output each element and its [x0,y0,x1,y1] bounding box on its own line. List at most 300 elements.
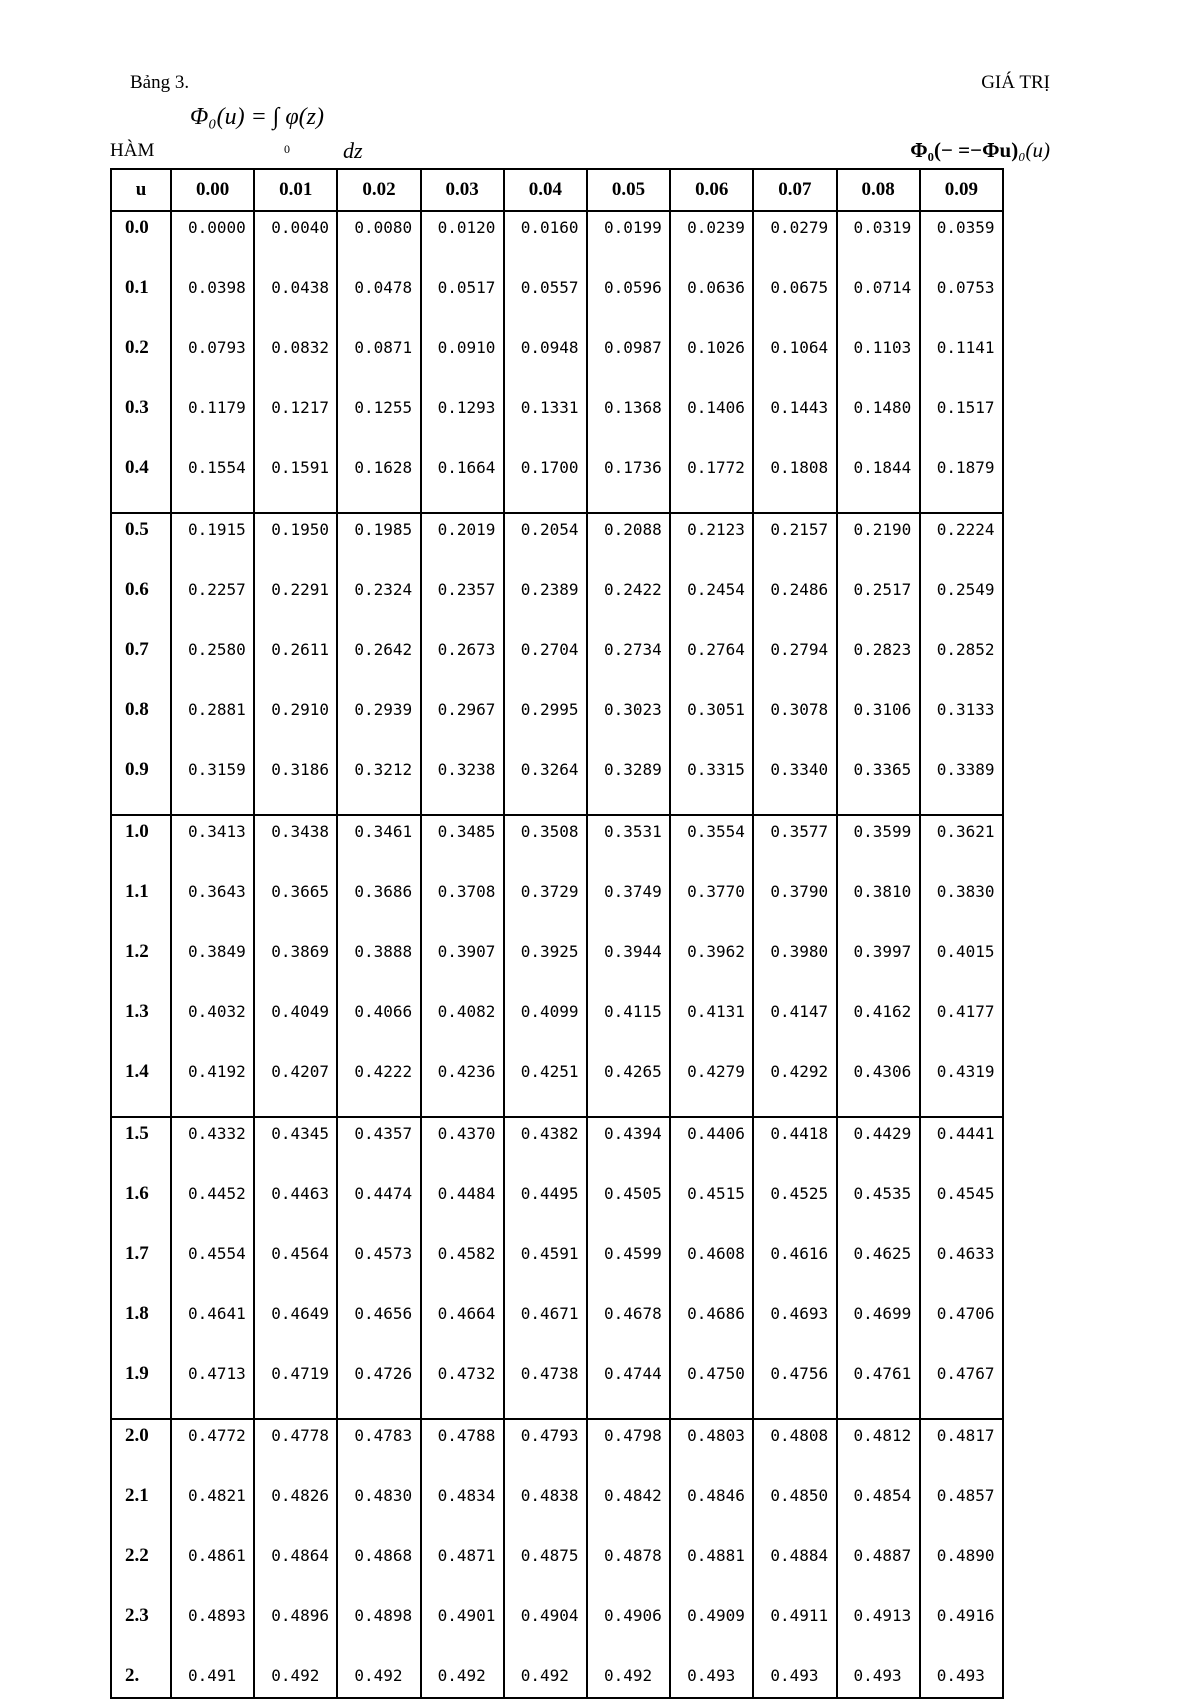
table-caption: Bảng 3. [130,72,190,93]
table-cell: 0.1844 [837,452,920,513]
table-cell: 0.4192 [171,1056,254,1117]
table-cell: 0.4345 [254,1117,337,1178]
table-cell: 0.0832 [254,332,337,392]
table-cell: 0.492 [587,1660,670,1698]
table-row [111,1056,1003,1117]
table-cell: 0.2291 [254,574,337,634]
table-cell: 0.4251 [504,1056,587,1117]
table-cell: 0.4884 [753,1540,836,1600]
table-cell: 0.4505 [587,1178,670,1238]
table-cell: 0.1064 [753,332,836,392]
table-cell: 0.4868 [337,1540,420,1600]
table-cell: 0.4357 [337,1117,420,1178]
table-cell: 0.4564 [254,1238,337,1298]
table-cell: 0.4332 [171,1117,254,1178]
row-label-u: 1.5 [111,1117,171,1178]
table-cell: 0.3888 [337,936,420,996]
table-cell: 0.1772 [670,452,753,513]
table-cell: 0.1879 [920,452,1003,513]
row-label-u: 0.1 [111,272,171,332]
table-cell: 0.2549 [920,574,1003,634]
table-cell: 0.4875 [504,1540,587,1600]
table-cell: 0.3212 [337,754,420,815]
table-cell: 0.2611 [254,634,337,694]
row-label-u: 0.0 [111,211,171,272]
table-header-row [111,169,1003,211]
table-row [111,1238,1003,1298]
table-cell: 0.4893 [171,1600,254,1660]
table-cell: 0.3577 [753,815,836,876]
table-cell: 0.4756 [753,1358,836,1419]
table-cell: 0.4049 [254,996,337,1056]
table-cell: 0.4850 [753,1480,836,1540]
formula-symmetry [910,138,1050,163]
table-cell: 0.0871 [337,332,420,392]
table-cell: 0.4750 [670,1358,753,1419]
table-cell: 0.3686 [337,876,420,936]
table-cell: 0.3997 [837,936,920,996]
table-cell: 0.4616 [753,1238,836,1298]
table-cell: 0.1026 [670,332,753,392]
table-cell: 0.4554 [171,1238,254,1298]
row-label-u: 2.0 [111,1419,171,1480]
table-row [111,936,1003,996]
table-cell: 0.4515 [670,1178,753,1238]
table-cell: 0.4441 [920,1117,1003,1178]
table-cell: 0.2995 [504,694,587,754]
table-cell: 0.1255 [337,392,420,452]
row-label-u: 1.3 [111,996,171,1056]
table-cell: 0.3621 [920,815,1003,876]
table-row [111,876,1003,936]
table-cell: 0.4878 [587,1540,670,1600]
table-cell: 0.4887 [837,1540,920,1600]
table-cell: 0.4633 [920,1238,1003,1298]
table-cell: 0.493 [753,1660,836,1698]
table-cell: 0.4625 [837,1238,920,1298]
table-cell: 0.4783 [337,1419,420,1480]
table-cell: 0.0000 [171,211,254,272]
table-cell: 0.2642 [337,634,420,694]
table-cell: 0.4147 [753,996,836,1056]
table-cell: 0.4846 [670,1480,753,1540]
table-cell: 0.4279 [670,1056,753,1117]
row-label-u: 0.4 [111,452,171,513]
table-cell: 0.4641 [171,1298,254,1358]
table-cell: 0.0793 [171,332,254,392]
table-cell: 0.3438 [254,815,337,876]
table-cell: 0.3531 [587,815,670,876]
table-cell: 0.4896 [254,1600,337,1660]
table-cell: 0.4798 [587,1419,670,1480]
table-cell: 0.2224 [920,513,1003,574]
table-cell: 0.2454 [670,574,753,634]
table-cell: 0.0557 [504,272,587,332]
table-cell: 0.4767 [920,1358,1003,1419]
table-row [111,694,1003,754]
table-cell: 0.0199 [587,211,670,272]
table-cell: 0.4901 [421,1600,504,1660]
table-cell: 0.4591 [504,1238,587,1298]
table-cell: 0.4678 [587,1298,670,1358]
table-cell: 0.493 [837,1660,920,1698]
table-cell: 0.3849 [171,936,254,996]
table-cell: 0.4732 [421,1358,504,1419]
table-cell: 0.4649 [254,1298,337,1358]
table-cell: 0.4452 [171,1178,254,1238]
table-cell: 0.3485 [421,815,504,876]
table-cell: 0.0359 [920,211,1003,272]
table-cell: 0.4162 [837,996,920,1056]
table-cell: 0.3413 [171,815,254,876]
table-cell: 0.0040 [254,211,337,272]
function-label: HÀM [110,140,155,161]
table-cell: 0.4909 [670,1600,753,1660]
table-cell: 0.4864 [254,1540,337,1600]
table-cell: 0.0398 [171,272,254,332]
table-cell: 0.3051 [670,694,753,754]
table-cell: 0.4808 [753,1419,836,1480]
table-cell: 0.4906 [587,1600,670,1660]
table-cell: 0.4803 [670,1419,753,1480]
table-cell: 0.492 [421,1660,504,1698]
table-cell: 0.1293 [421,392,504,452]
table-cell: 0.3508 [504,815,587,876]
table-cell: 0.4394 [587,1117,670,1178]
row-label-u: 1.7 [111,1238,171,1298]
table-cell: 0.3186 [254,754,337,815]
table-cell: 0.4236 [421,1056,504,1117]
table-cell: 0.1103 [837,332,920,392]
table-cell: 0.3365 [837,754,920,815]
table-cell: 0.0948 [504,332,587,392]
table-cell: 0.4066 [337,996,420,1056]
table-cell: 0.4793 [504,1419,587,1480]
row-label-u: 0.8 [111,694,171,754]
table-cell: 0.3907 [421,936,504,996]
table-cell: 0.0714 [837,272,920,332]
table-cell: 0.0478 [337,272,420,332]
header-right-label: GIÁ TRỊ [981,72,1050,93]
table-cell: 0.4535 [837,1178,920,1238]
table-cell: 0.4738 [504,1358,587,1419]
table-cell: 0.492 [254,1660,337,1698]
table-cell: 0.2088 [587,513,670,574]
table-cell: 0.4857 [920,1480,1003,1540]
table-cell: 0.4265 [587,1056,670,1117]
table-row [111,1178,1003,1238]
table-cell: 0.493 [670,1660,753,1698]
table-cell: 0.4904 [504,1600,587,1660]
table-cell: 0.4854 [837,1480,920,1540]
table-cell: 0.3599 [837,815,920,876]
column-header: 0.08 [837,169,920,211]
column-header: 0.09 [920,169,1003,211]
table-cell: 0.3389 [920,754,1003,815]
column-header: 0.00 [171,169,254,211]
table-cell: 0.2054 [504,513,587,574]
column-header: 0.07 [753,169,836,211]
table-cell: 0.4292 [753,1056,836,1117]
table-cell: 0.4693 [753,1298,836,1358]
column-header: 0.03 [421,169,504,211]
row-label-u: 2.1 [111,1480,171,1540]
table-cell: 0.1664 [421,452,504,513]
table-row [111,634,1003,694]
table-cell: 0.4834 [421,1480,504,1540]
table-cell: 0.4761 [837,1358,920,1419]
column-header: 0.04 [504,169,587,211]
table-cell: 0.4871 [421,1540,504,1600]
table-cell: 0.493 [920,1660,1003,1698]
table-cell: 0.4484 [421,1178,504,1238]
table-cell: 0.2517 [837,574,920,634]
table-cell: 0.4744 [587,1358,670,1419]
table-cell: 0.3643 [171,876,254,936]
table-cell: 0.3264 [504,754,587,815]
table-row [111,1480,1003,1540]
table-cell: 0.4608 [670,1238,753,1298]
table-cell: 0.2967 [421,694,504,754]
table-cell: 0.4525 [753,1178,836,1238]
table-cell: 0.4861 [171,1540,254,1600]
table-cell: 0.2257 [171,574,254,634]
table-cell: 0.4719 [254,1358,337,1419]
formula-dz: dz [343,138,363,163]
table-cell: 0.4429 [837,1117,920,1178]
table-row [111,513,1003,574]
table-cell: 0.2190 [837,513,920,574]
table-cell: 0.3340 [753,754,836,815]
table-cell: 0.2019 [421,513,504,574]
table-cell: 0.492 [504,1660,587,1698]
table-cell: 0.2486 [753,574,836,634]
table-cell: 0.2157 [753,513,836,574]
table-cell: 0.2704 [504,634,587,694]
row-label-u: 0.2 [111,332,171,392]
table-cell: 0.3830 [920,876,1003,936]
row-label-u: 1.2 [111,936,171,996]
table-cell: 0.0279 [753,211,836,272]
table-cell: 0.3770 [670,876,753,936]
table-cell: 0.3944 [587,936,670,996]
table-cell: 0.4772 [171,1419,254,1480]
table-cell: 0.0239 [670,211,753,272]
table-cell: 0.4406 [670,1117,753,1178]
table-cell: 0.4115 [587,996,670,1056]
table-cell: 0.4916 [920,1600,1003,1660]
row-label-u: 2. [111,1660,171,1698]
table-cell: 0.4474 [337,1178,420,1238]
table-cell: 0.1331 [504,392,587,452]
table-cell: 0.4656 [337,1298,420,1358]
table-cell: 0.4015 [920,936,1003,996]
row-label-u: 1.8 [111,1298,171,1358]
table-cell: 0.0596 [587,272,670,332]
table-body [111,211,1003,1698]
table-row [111,1660,1003,1698]
table-cell: 0.2881 [171,694,254,754]
table-cell: 0.3238 [421,754,504,815]
row-label-u: 1.4 [111,1056,171,1117]
table-cell: 0.1985 [337,513,420,574]
table-cell: 0.0120 [421,211,504,272]
table-cell: 0.2389 [504,574,587,634]
row-label-u: 2.3 [111,1600,171,1660]
row-label-u: 2.2 [111,1540,171,1600]
table-cell: 0.3790 [753,876,836,936]
table-cell: 0.4545 [920,1178,1003,1238]
table-row [111,1358,1003,1419]
row-label-u: 0.6 [111,574,171,634]
table-cell: 0.1628 [337,452,420,513]
formula-symmetry-main: Φ₀(− =−Φu) [910,138,1019,162]
table-row [111,1117,1003,1178]
table-cell: 0.4911 [753,1600,836,1660]
table-cell: 0.4830 [337,1480,420,1540]
table-cell: 0.4495 [504,1178,587,1238]
row-label-u: 1.6 [111,1178,171,1238]
values-table [110,168,1004,1699]
table-cell: 0.4842 [587,1480,670,1540]
table-cell: 0.4898 [337,1600,420,1660]
table-cell: 0.3708 [421,876,504,936]
table-cell: 0.4573 [337,1238,420,1298]
table-cell: 0.2422 [587,574,670,634]
table-cell: 0.3962 [670,936,753,996]
table-cell: 0.492 [337,1660,420,1698]
table-cell: 0.2123 [670,513,753,574]
column-header: 0.01 [254,169,337,211]
table-cell: 0.2910 [254,694,337,754]
table-cell: 0.4826 [254,1480,337,1540]
table-cell: 0.1480 [837,392,920,452]
table-cell: 0.4222 [337,1056,420,1117]
table-cell: 0.0160 [504,211,587,272]
table-cell: 0.4890 [920,1540,1003,1600]
table-cell: 0.1591 [254,452,337,513]
table-cell: 0.4306 [837,1056,920,1117]
table-row [111,754,1003,815]
table-cell: 0.4370 [421,1117,504,1178]
table-cell: 0.4788 [421,1419,504,1480]
table-cell: 0.0438 [254,272,337,332]
table-cell: 0.4671 [504,1298,587,1358]
table-cell: 0.3980 [753,936,836,996]
table-cell: 0.1406 [670,392,753,452]
table-cell: 0.1700 [504,452,587,513]
row-label-u: 1.1 [111,876,171,936]
table-cell: 0.3078 [753,694,836,754]
table-cell: 0.0319 [837,211,920,272]
table-cell: 0.4082 [421,996,504,1056]
table-cell: 0.4706 [920,1298,1003,1358]
table-cell: 0.3289 [587,754,670,815]
row-label-u: 0.9 [111,754,171,815]
table-cell: 0.0080 [337,211,420,272]
table-row [111,996,1003,1056]
row-label-u: 0.3 [111,392,171,452]
table-cell: 0.1217 [254,392,337,452]
table-cell: 0.1950 [254,513,337,574]
table-cell: 0.4686 [670,1298,753,1358]
row-label-u: 1.0 [111,815,171,876]
table-cell: 0.4032 [171,996,254,1056]
table-cell: 0.4382 [504,1117,587,1178]
table-cell: 0.4817 [920,1419,1003,1480]
table-cell: 0.4778 [254,1419,337,1480]
table-cell: 0.1517 [920,392,1003,452]
table-cell: 0.2852 [920,634,1003,694]
table-cell: 0.0636 [670,272,753,332]
table-cell: 0.1554 [171,452,254,513]
table-cell: 0.4582 [421,1238,504,1298]
column-header: 0.06 [670,169,753,211]
table-cell: 0.4207 [254,1056,337,1117]
table-cell: 0.2673 [421,634,504,694]
table-cell: 0.2939 [337,694,420,754]
table-cell: 0.0987 [587,332,670,392]
table-cell: 0.2823 [837,634,920,694]
table-cell: 0.4664 [421,1298,504,1358]
column-header: 0.02 [337,169,420,211]
table-cell: 0.4463 [254,1178,337,1238]
table-cell: 0.3159 [171,754,254,815]
table-cell: 0.0753 [920,272,1003,332]
table-cell: 0.4177 [920,996,1003,1056]
table-cell: 0.4713 [171,1358,254,1419]
table-row [111,332,1003,392]
table-cell: 0.3554 [670,815,753,876]
table-cell: 0.3023 [587,694,670,754]
table-cell: 0.2734 [587,634,670,694]
table-cell: 0.3133 [920,694,1003,754]
table-row [111,815,1003,876]
table-cell: 0.4913 [837,1600,920,1660]
table-cell: 0.3729 [504,876,587,936]
table-row [111,211,1003,272]
table-cell: 0.3106 [837,694,920,754]
table-row [111,1298,1003,1358]
table-cell: 0.2794 [753,634,836,694]
table-cell: 0.1808 [753,452,836,513]
column-header-u: u [111,169,171,211]
table-cell: 0.2764 [670,634,753,694]
table-cell: 0.3315 [670,754,753,815]
table-cell: 0.4812 [837,1419,920,1480]
table-row [111,1600,1003,1660]
table-cell: 0.4726 [337,1358,420,1419]
table-cell: 0.4881 [670,1540,753,1600]
table-cell: 0.3810 [837,876,920,936]
table-cell: 0.3665 [254,876,337,936]
table-cell: 0.4838 [504,1480,587,1540]
table-row [111,574,1003,634]
table-cell: 0.1141 [920,332,1003,392]
table-cell: 0.2580 [171,634,254,694]
table-row [111,272,1003,332]
formula-phi0: Φ₀(u) = ∫ φ(z) [190,104,324,130]
table-cell: 0.2324 [337,574,420,634]
table-cell: 0.3925 [504,936,587,996]
table-cell: 0.3749 [587,876,670,936]
column-header: 0.05 [587,169,670,211]
table-cell: 0.4319 [920,1056,1003,1117]
laplace-table [110,168,1004,1699]
row-label-u: 1.9 [111,1358,171,1419]
table-cell: 0.2357 [421,574,504,634]
row-label-u: 0.7 [111,634,171,694]
